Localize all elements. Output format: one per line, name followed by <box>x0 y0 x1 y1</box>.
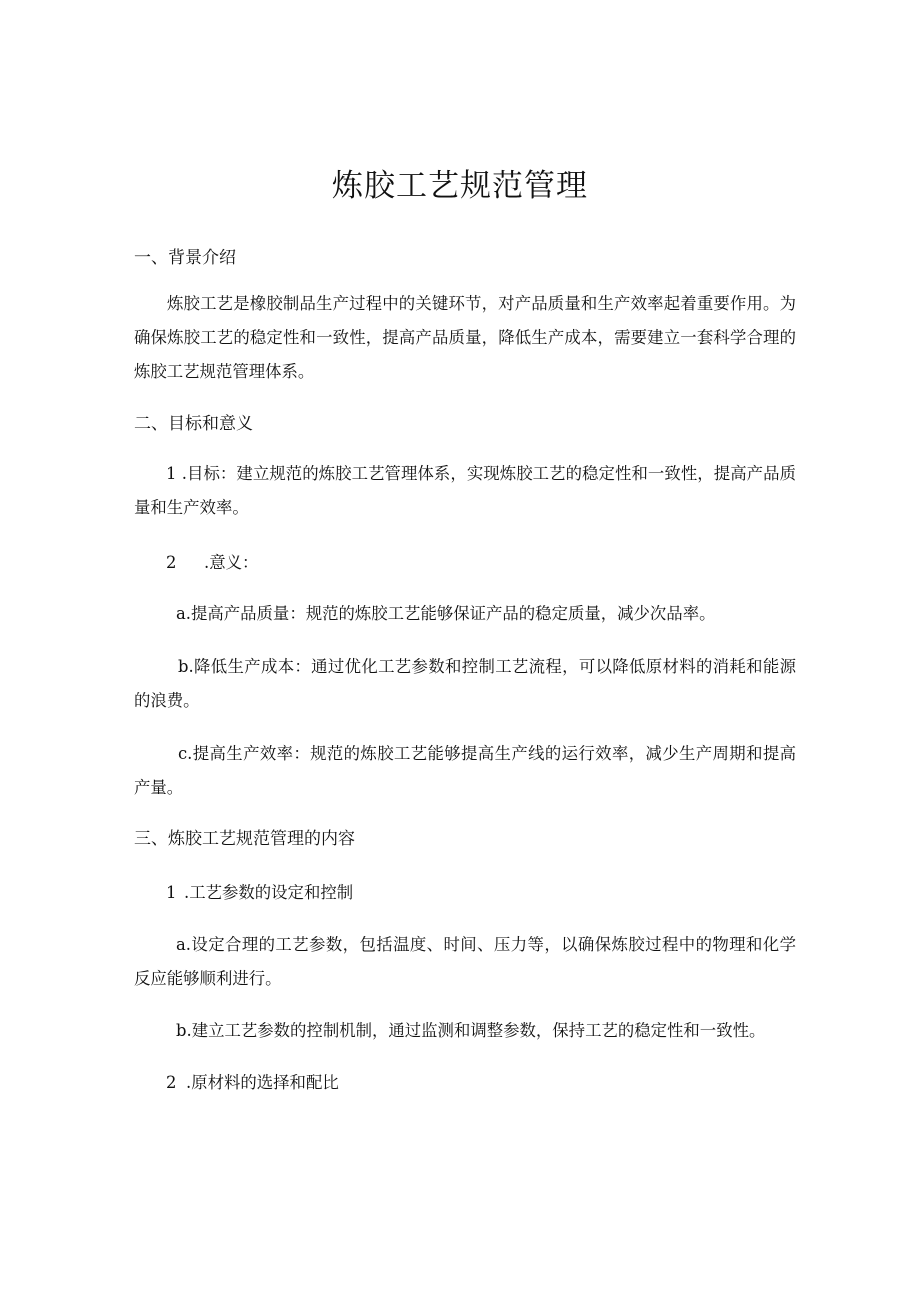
goal-item-text: .目标：建立规范的炼胶工艺管理体系，实现炼胶工艺的稳定性和一致性，提高产品质量和生产效率。 <box>134 464 796 517</box>
section-heading-background: 一、背景介绍 <box>134 248 236 268</box>
significance-b: b.降低生产成本：通过优化工艺参数和控制工艺流程，可以降低原材料的消耗和能源的浪费。 <box>134 657 796 710</box>
section-heading-content: 三、炼胶工艺规范管理的内容 <box>134 829 355 849</box>
content-item-1-text: .工艺参数的设定和控制 <box>184 883 354 902</box>
content-item-2 <box>166 1066 339 1100</box>
significance-c: c.提高生产效率：规范的炼胶工艺能够提高生产线的运行效率，减少生产周期和提高产量。 <box>134 744 796 797</box>
content-item-1-b: b.建立工艺参数的控制机制，通过监测和调整参数，保持工艺的稳定性和一致性。 <box>176 1021 766 1040</box>
content-item-1-number: 1 <box>166 883 177 902</box>
section-heading-goals: 二、目标和意义 <box>134 414 253 434</box>
content-item-2-number: 2 <box>166 1073 177 1092</box>
content-item-1-a: a.设定合理的工艺参数，包括温度、时间、压力等，以确保炼胶过程中的物理和化学反应能够顺利进行。 <box>134 935 796 988</box>
goal-item <box>134 457 796 525</box>
significance-item <box>166 546 258 580</box>
significance-item-text: .意义： <box>204 553 259 572</box>
content-item-2-text: .原材料的选择和配比 <box>186 1073 339 1092</box>
goal-item-number: 1 <box>166 464 177 483</box>
significance-a: a.提高产品质量：规范的炼胶工艺能够保证产品的稳定质量，减少次品率。 <box>176 604 716 623</box>
background-paragraph: 炼胶工艺是橡胶制品生产过程中的关键环节，对产品质量和生产效率起着重要作用。为确保炼胶工艺的稳定性和一致性，提高产品质量，降低生产成本，需要建立一套科学合理的炼胶工艺规范管理体系。 <box>134 294 796 381</box>
content-item-1 <box>166 876 353 910</box>
document-title: 炼胶工艺规范管理 <box>332 168 588 204</box>
significance-item-number: 2 <box>166 553 177 572</box>
